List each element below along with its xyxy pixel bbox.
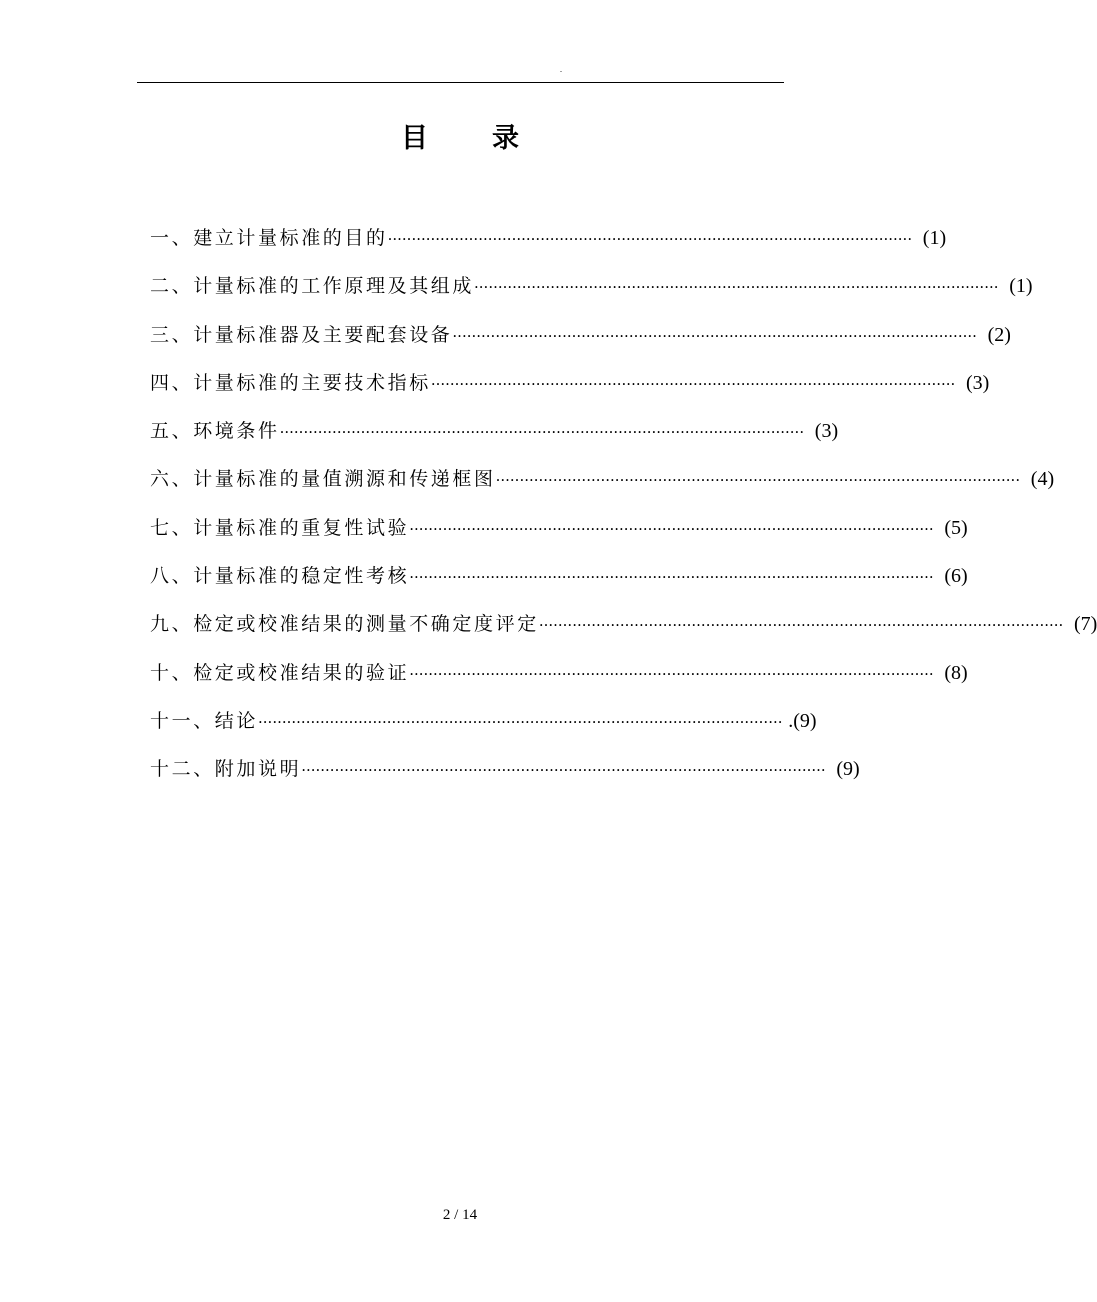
- toc-entry[interactable]: [150, 313, 1011, 361]
- toc-entry-page: (4): [1030, 468, 1055, 491]
- toc-entry-page: (8): [944, 661, 968, 684]
- toc-leader-dots: ··············································································································: [279, 423, 805, 442]
- toc-entry[interactable]: [150, 506, 968, 554]
- toc-leader-dots: ··············································································································: [452, 326, 977, 345]
- toc-entry[interactable]: [150, 747, 860, 795]
- toc-leader-dots: ··············································································································: [495, 471, 1021, 490]
- toc-entry-page: (1): [1009, 275, 1033, 298]
- toc-entry-page: (9): [836, 758, 860, 781]
- toc-entry[interactable]: [150, 264, 1033, 312]
- toc-entry-label: 十一、结论: [150, 709, 259, 732]
- toc-entry-page: (2): [987, 323, 1011, 346]
- header-rule: [137, 82, 784, 83]
- toc-entry[interactable]: [150, 409, 839, 457]
- toc-entry-page: (5): [944, 516, 968, 539]
- toc-entry-label: 六、计量标准的量值溯源和传递框图: [150, 468, 496, 491]
- toc-leader-dots: ··············································································································: [474, 278, 999, 297]
- toc-leader-dots: ··············································································································: [409, 568, 934, 587]
- toc-entry-label: 八、计量标准的稳定性考核: [150, 565, 410, 588]
- toc-leader-dots: ··············································································································: [409, 519, 934, 538]
- toc-leader-dots: ··············································································································: [538, 616, 1064, 635]
- toc-entry[interactable]: [150, 361, 990, 409]
- toc-leader-dots: ··············································································································: [409, 664, 934, 683]
- toc-entry-label: 七、计量标准的重复性试验: [150, 516, 410, 539]
- toc-entry-page: (7): [1073, 613, 1097, 636]
- toc-entry-label: 五、环境条件: [150, 420, 280, 443]
- toc-entry-page: (1): [922, 227, 947, 249]
- toc-entry-page: (3): [814, 420, 839, 443]
- toc-entry-page: (6): [944, 565, 968, 588]
- toc-entry-label: 十、检定或校准结果的验证: [150, 661, 410, 684]
- toc-entry-page: .(9): [788, 709, 817, 732]
- toc-list: [150, 216, 1097, 796]
- page-number: 2 / 14: [442, 1207, 478, 1223]
- header-mark: .: [560, 65, 562, 74]
- toc-title: 目录: [401, 123, 583, 154]
- toc-leader-dots: ··············································································································: [387, 230, 913, 248]
- toc-entry-label: 四、计量标准的主要技术指标: [150, 371, 431, 394]
- toc-entry-label: 二、计量标准的工作原理及其组成: [150, 275, 475, 298]
- toc-leader-dots: ··············································································································: [430, 374, 956, 393]
- toc-entry[interactable]: [150, 602, 1097, 650]
- toc-entry[interactable]: [150, 651, 968, 699]
- toc-entry[interactable]: [150, 699, 817, 747]
- toc-entry[interactable]: [150, 457, 1055, 505]
- toc-entry[interactable]: [150, 554, 968, 602]
- toc-entry-label: 一、建立计量标准的目的: [150, 227, 388, 249]
- toc-entry[interactable]: [150, 216, 947, 264]
- toc-entry-label: 十二、附加说明: [150, 758, 302, 781]
- toc-leader-dots: ··············································································································: [301, 761, 826, 780]
- toc-entry-label: 三、计量标准器及主要配套设备: [150, 323, 453, 346]
- toc-entry-label: 九、检定或校准结果的测量不确定度评定: [150, 613, 539, 636]
- toc-entry-page: (3): [965, 371, 990, 394]
- toc-leader-dots: ··············································································································: [258, 712, 783, 731]
